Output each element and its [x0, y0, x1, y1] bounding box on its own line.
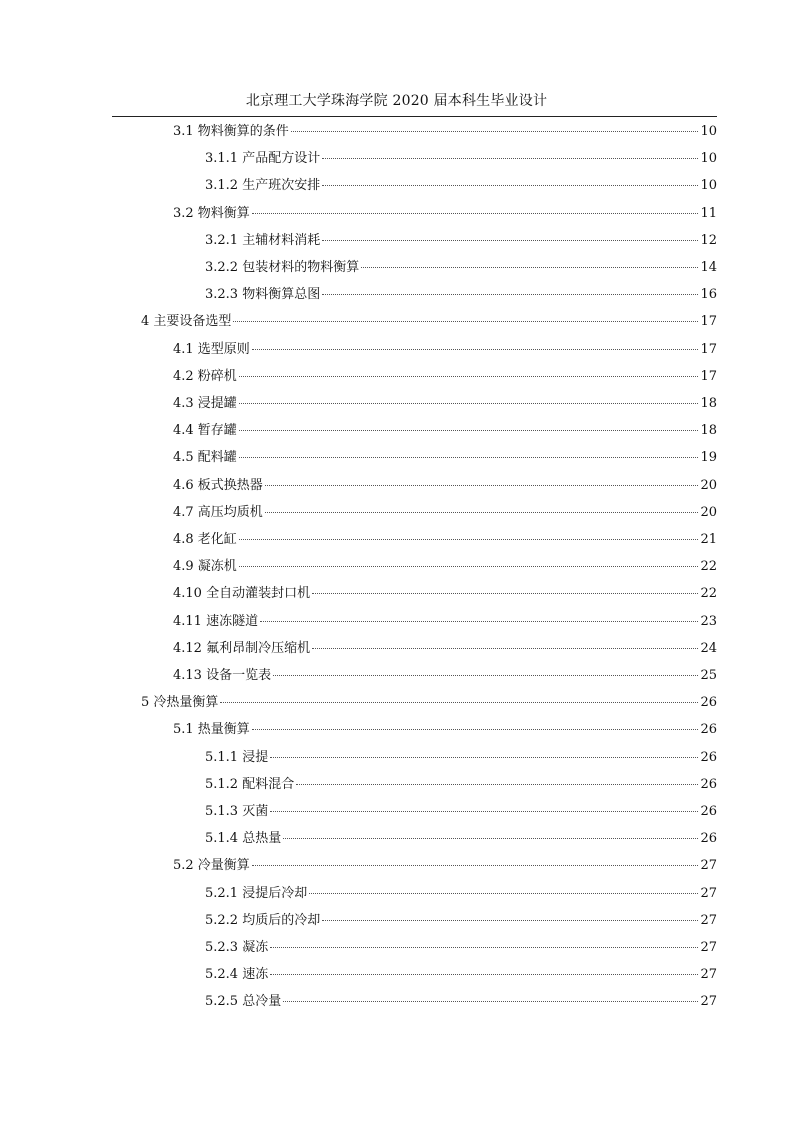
- toc-entry[interactable]: [205, 282, 717, 308]
- toc-entry[interactable]: [205, 173, 717, 199]
- toc-entry[interactable]: [205, 935, 717, 961]
- toc-entry-page-number: 27: [700, 885, 717, 901]
- toc-entry-title: 4.12 氟利昂制冷压缩机: [173, 640, 311, 656]
- toc-entry-title: 4.7 高压均质机: [173, 504, 263, 520]
- toc-dot-leader: [239, 376, 699, 377]
- toc-entry-title: 5.2.2 均质后的冷却: [205, 912, 321, 928]
- toc-entry-page-number: 17: [700, 341, 717, 357]
- toc-entry-title: 4.11 速冻隧道: [173, 613, 259, 629]
- toc-entry-page-number: 17: [700, 314, 717, 330]
- toc-entry-page-number: 24: [700, 640, 717, 656]
- toc-entry-page-number: 26: [700, 722, 717, 738]
- toc-dot-leader: [322, 294, 698, 295]
- page-header: [0, 92, 793, 110]
- toc-entry[interactable]: [205, 745, 717, 771]
- toc-dot-leader: [322, 240, 698, 241]
- toc-entry-title: 5.2 冷量衡算: [173, 858, 250, 874]
- toc-entry-page-number: 10: [700, 124, 717, 139]
- toc-entry-page-number: 12: [700, 232, 717, 248]
- toc-entry[interactable]: [205, 881, 717, 907]
- toc-entry-title: 5.2.5 总冷量: [205, 994, 282, 1010]
- toc-entry[interactable]: [173, 391, 717, 417]
- toc-entry-page-number: 21: [700, 532, 717, 547]
- toc-entry-title: 4.2 粉碎机: [173, 368, 237, 384]
- toc-entry-page-number: 27: [700, 967, 717, 983]
- toc-entry-title: 4.4 暂存罐: [173, 423, 237, 439]
- toc-entry-page-number: 20: [700, 477, 717, 493]
- toc-entry[interactable]: [173, 853, 717, 879]
- toc-dot-leader: [252, 865, 699, 866]
- toc-entry[interactable]: [173, 119, 717, 145]
- toc-entry-page-number: 22: [700, 586, 717, 602]
- toc-entry[interactable]: [173, 337, 717, 363]
- toc-entry[interactable]: [205, 228, 717, 254]
- toc-entry-page-number: 19: [700, 450, 717, 466]
- toc-entry-page-number: 27: [700, 994, 717, 1010]
- toc-entry[interactable]: [205, 772, 717, 798]
- header-divider: [112, 116, 717, 117]
- toc-entry[interactable]: [205, 826, 717, 852]
- toc-entry-title: 3.2 物料衡算: [173, 205, 250, 221]
- toc-entry-title: 3.2.1 主辅材料消耗: [205, 232, 321, 248]
- toc-entry[interactable]: [173, 500, 717, 526]
- toc-entry-page-number: 18: [700, 423, 717, 439]
- toc-entry-title: 5.2.3 凝冻: [205, 940, 269, 955]
- toc-dot-leader: [270, 947, 698, 948]
- toc-entry-page-number: 27: [700, 858, 717, 874]
- toc-entry-page-number: 25: [700, 668, 717, 683]
- toc-entry[interactable]: [141, 690, 717, 716]
- toc-dot-leader: [312, 648, 698, 649]
- toc-dot-leader: [291, 131, 699, 132]
- toc-entry-title: 5.1.3 灭菌: [205, 804, 269, 819]
- toc-dot-leader: [270, 974, 698, 975]
- toc-entry[interactable]: [173, 201, 717, 227]
- toc-dot-leader: [312, 593, 698, 594]
- toc-entry-title: 3.2.2 包装材料的物料衡算: [205, 260, 360, 275]
- toc-entry-title: 3.1 物料衡算的条件: [173, 124, 289, 139]
- toc-entry-title: 5.2.1 浸提后冷却: [205, 885, 308, 901]
- toc-entry-page-number: 10: [700, 151, 717, 167]
- toc-entry-page-number: 22: [700, 559, 717, 575]
- toc-entry-title: 4.13 设备一览表: [173, 668, 272, 683]
- toc-entry-title: 5.2.4 速冻: [205, 967, 269, 983]
- toc-dot-leader: [239, 403, 699, 404]
- toc-dot-leader: [283, 1001, 698, 1002]
- toc-entry[interactable]: [173, 636, 717, 662]
- toc-entry-page-number: 26: [700, 831, 717, 847]
- toc-entry[interactable]: [205, 989, 717, 1015]
- toc-entry-title: 3.1.1 产品配方设计: [205, 151, 321, 167]
- toc-entry-title: 4 主要设备选型: [141, 314, 232, 330]
- toc-dot-leader: [239, 566, 699, 567]
- toc-entry[interactable]: [205, 799, 717, 825]
- toc-entry-page-number: 17: [700, 368, 717, 384]
- toc-entry[interactable]: [173, 527, 717, 553]
- toc-dot-leader: [220, 702, 698, 703]
- toc-dot-leader: [273, 675, 698, 676]
- toc-entry-page-number: 18: [700, 396, 717, 411]
- toc-dot-leader: [239, 539, 699, 540]
- toc-dot-leader: [283, 838, 698, 839]
- toc-entry[interactable]: [173, 581, 717, 607]
- toc-entry-title: 5.1.4 总热量: [205, 831, 282, 847]
- toc-dot-leader: [233, 321, 698, 322]
- toc-entry-page-number: 26: [700, 776, 717, 792]
- toc-entry[interactable]: [205, 962, 717, 988]
- header-title: 北京理工大学珠海学院 2020 届本科生毕业设计: [245, 93, 548, 109]
- toc-entry[interactable]: [205, 255, 717, 281]
- toc-dot-leader: [252, 729, 699, 730]
- toc-entry-page-number: 26: [700, 749, 717, 765]
- toc-dot-leader: [270, 757, 698, 758]
- toc-dot-leader: [265, 485, 699, 486]
- toc-entry[interactable]: [173, 445, 717, 471]
- toc-dot-leader: [322, 185, 698, 186]
- toc-dot-leader: [252, 349, 699, 350]
- toc-entry-page-number: 23: [700, 613, 717, 629]
- toc-entry-page-number: 16: [700, 287, 717, 303]
- toc-entry-page-number: 11: [700, 205, 717, 221]
- toc-dot-leader: [361, 267, 698, 268]
- toc-dot-leader: [239, 430, 699, 431]
- toc-entry-title: 4.3 浸提罐: [173, 396, 237, 411]
- toc-entry-title: 4.1 选型原则: [173, 341, 250, 357]
- toc-entry-title: 3.1.2 生产班次安排: [205, 178, 321, 194]
- toc-entry[interactable]: [173, 554, 717, 580]
- toc-dot-leader: [239, 457, 699, 458]
- toc-entry[interactable]: [205, 146, 717, 172]
- toc-dot-leader: [270, 811, 698, 812]
- toc-dot-leader: [265, 512, 699, 513]
- toc-dot-leader: [322, 920, 698, 921]
- toc-entry[interactable]: [173, 663, 717, 689]
- toc-dot-leader: [322, 158, 698, 159]
- toc-entry-page-number: 27: [700, 912, 717, 928]
- toc-entry-title: 4.5 配料罐: [173, 450, 237, 466]
- toc-entry[interactable]: [141, 309, 717, 335]
- toc-entry[interactable]: [173, 473, 717, 499]
- toc-entry-page-number: 26: [700, 804, 717, 819]
- toc-dot-leader: [296, 784, 698, 785]
- toc-entry[interactable]: [205, 908, 717, 934]
- toc-entry[interactable]: [173, 418, 717, 444]
- toc-entry[interactable]: [173, 364, 717, 390]
- toc-entry-title: 3.2.3 物料衡算总图: [205, 287, 321, 303]
- toc-entry-title: 4.6 板式换热器: [173, 477, 263, 493]
- toc-entry-page-number: 10: [700, 178, 717, 194]
- toc-entry[interactable]: [173, 609, 717, 635]
- toc-dot-leader: [309, 893, 698, 894]
- toc-entry-title: 4.8 老化缸: [173, 532, 237, 547]
- toc-entry-page-number: 14: [700, 260, 717, 275]
- toc-entry[interactable]: [173, 717, 717, 743]
- toc-entry-title: 5.1.2 配料混合: [205, 776, 295, 792]
- toc-entry-title: 4.9 凝冻机: [173, 559, 237, 575]
- toc-entry-title: 5.1 热量衡算: [173, 722, 250, 738]
- toc-dot-leader: [252, 213, 699, 214]
- toc-dot-leader: [260, 621, 698, 622]
- toc-entry-title: 4.10 全自动灌装封口机: [173, 586, 311, 602]
- toc-entry-title: 5.1.1 浸提: [205, 749, 269, 765]
- toc-entry-title: 5 冷热量衡算: [141, 695, 219, 711]
- toc-entry-page-number: 26: [700, 695, 717, 711]
- toc-entry-page-number: 27: [700, 940, 717, 955]
- toc-entry-page-number: 20: [700, 504, 717, 520]
